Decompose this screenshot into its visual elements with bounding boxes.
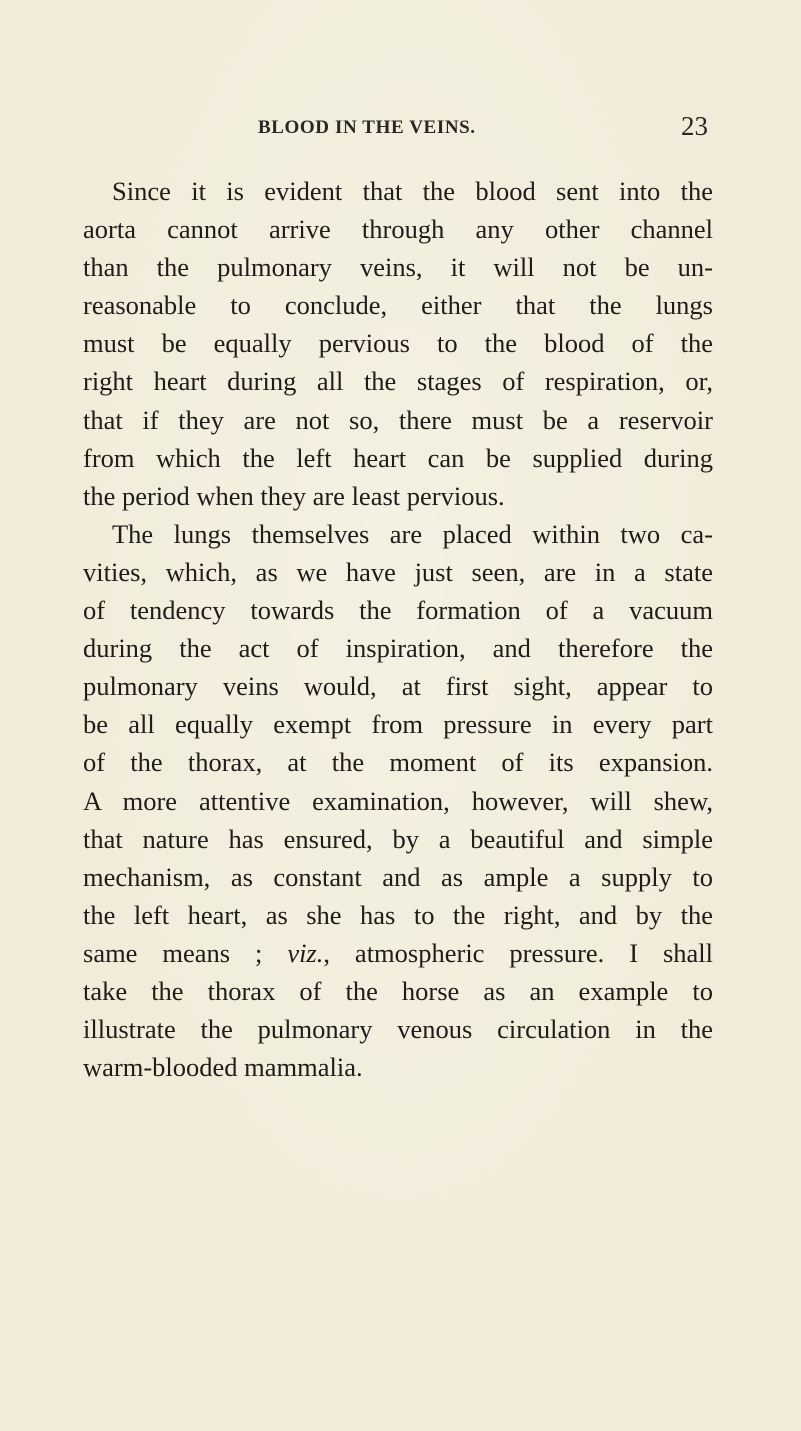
body-text bbox=[83, 172, 713, 1086]
text-line: warm-blooded mammalia. bbox=[83, 1052, 363, 1083]
text-line: A more attentive examination, however, will shew, bbox=[83, 785, 713, 816]
text-line: mechanism, as constant and as ample a supply to bbox=[83, 861, 713, 892]
text-line: The lungs themselves are placed within two ca- bbox=[112, 518, 713, 549]
text-line: pulmonary veins would, at first sight, appear to bbox=[83, 671, 713, 702]
text-line: take the thorax of the horse as an example to bbox=[83, 975, 713, 1006]
italic-term: viz. bbox=[287, 937, 324, 968]
text-line: must be equally pervious to the blood of the bbox=[83, 328, 713, 359]
text-line: the period when they are least pervious. bbox=[83, 480, 505, 511]
text-line-mixed bbox=[83, 934, 713, 972]
text-line: reasonable to conclude, either that the lungs bbox=[83, 290, 713, 321]
text-segment: same means ; bbox=[83, 937, 263, 968]
text-line: than the pulmonary veins, it will not be un- bbox=[83, 252, 713, 283]
text-line: Since it is evident that the blood sent into the bbox=[112, 176, 713, 206]
running-head: BLOOD IN THE VEINS. bbox=[258, 117, 476, 138]
text-line: the left heart, as she has to the right, and by the bbox=[83, 899, 713, 930]
text-line: vities, which, as we have just seen, are in a state bbox=[83, 556, 713, 587]
text-line: that nature has ensured, by a beautiful and simple bbox=[83, 823, 713, 854]
text-line: be all equally exempt from pressure in every part bbox=[83, 709, 713, 740]
text-segment: , atmospheric pressure. I shall bbox=[323, 937, 714, 968]
page-number: 23 bbox=[681, 111, 708, 141]
text-line: of the thorax, at the moment of its expansion. bbox=[83, 747, 713, 778]
text-line: of tendency towards the formation of a vacuum bbox=[83, 595, 713, 626]
text-line: from which the left heart can be supplied during bbox=[83, 442, 713, 473]
page-header bbox=[124, 111, 708, 145]
text-line: during the act of inspiration, and therefore the bbox=[83, 633, 713, 664]
text-line: illustrate the pulmonary venous circulation in the bbox=[83, 1014, 713, 1045]
text-line: aorta cannot arrive through any other channel bbox=[83, 214, 713, 245]
text-line: that if they are not so, there must be a reservoir bbox=[83, 404, 713, 435]
text-line: right heart during all the stages of respiration, or, bbox=[83, 366, 713, 397]
